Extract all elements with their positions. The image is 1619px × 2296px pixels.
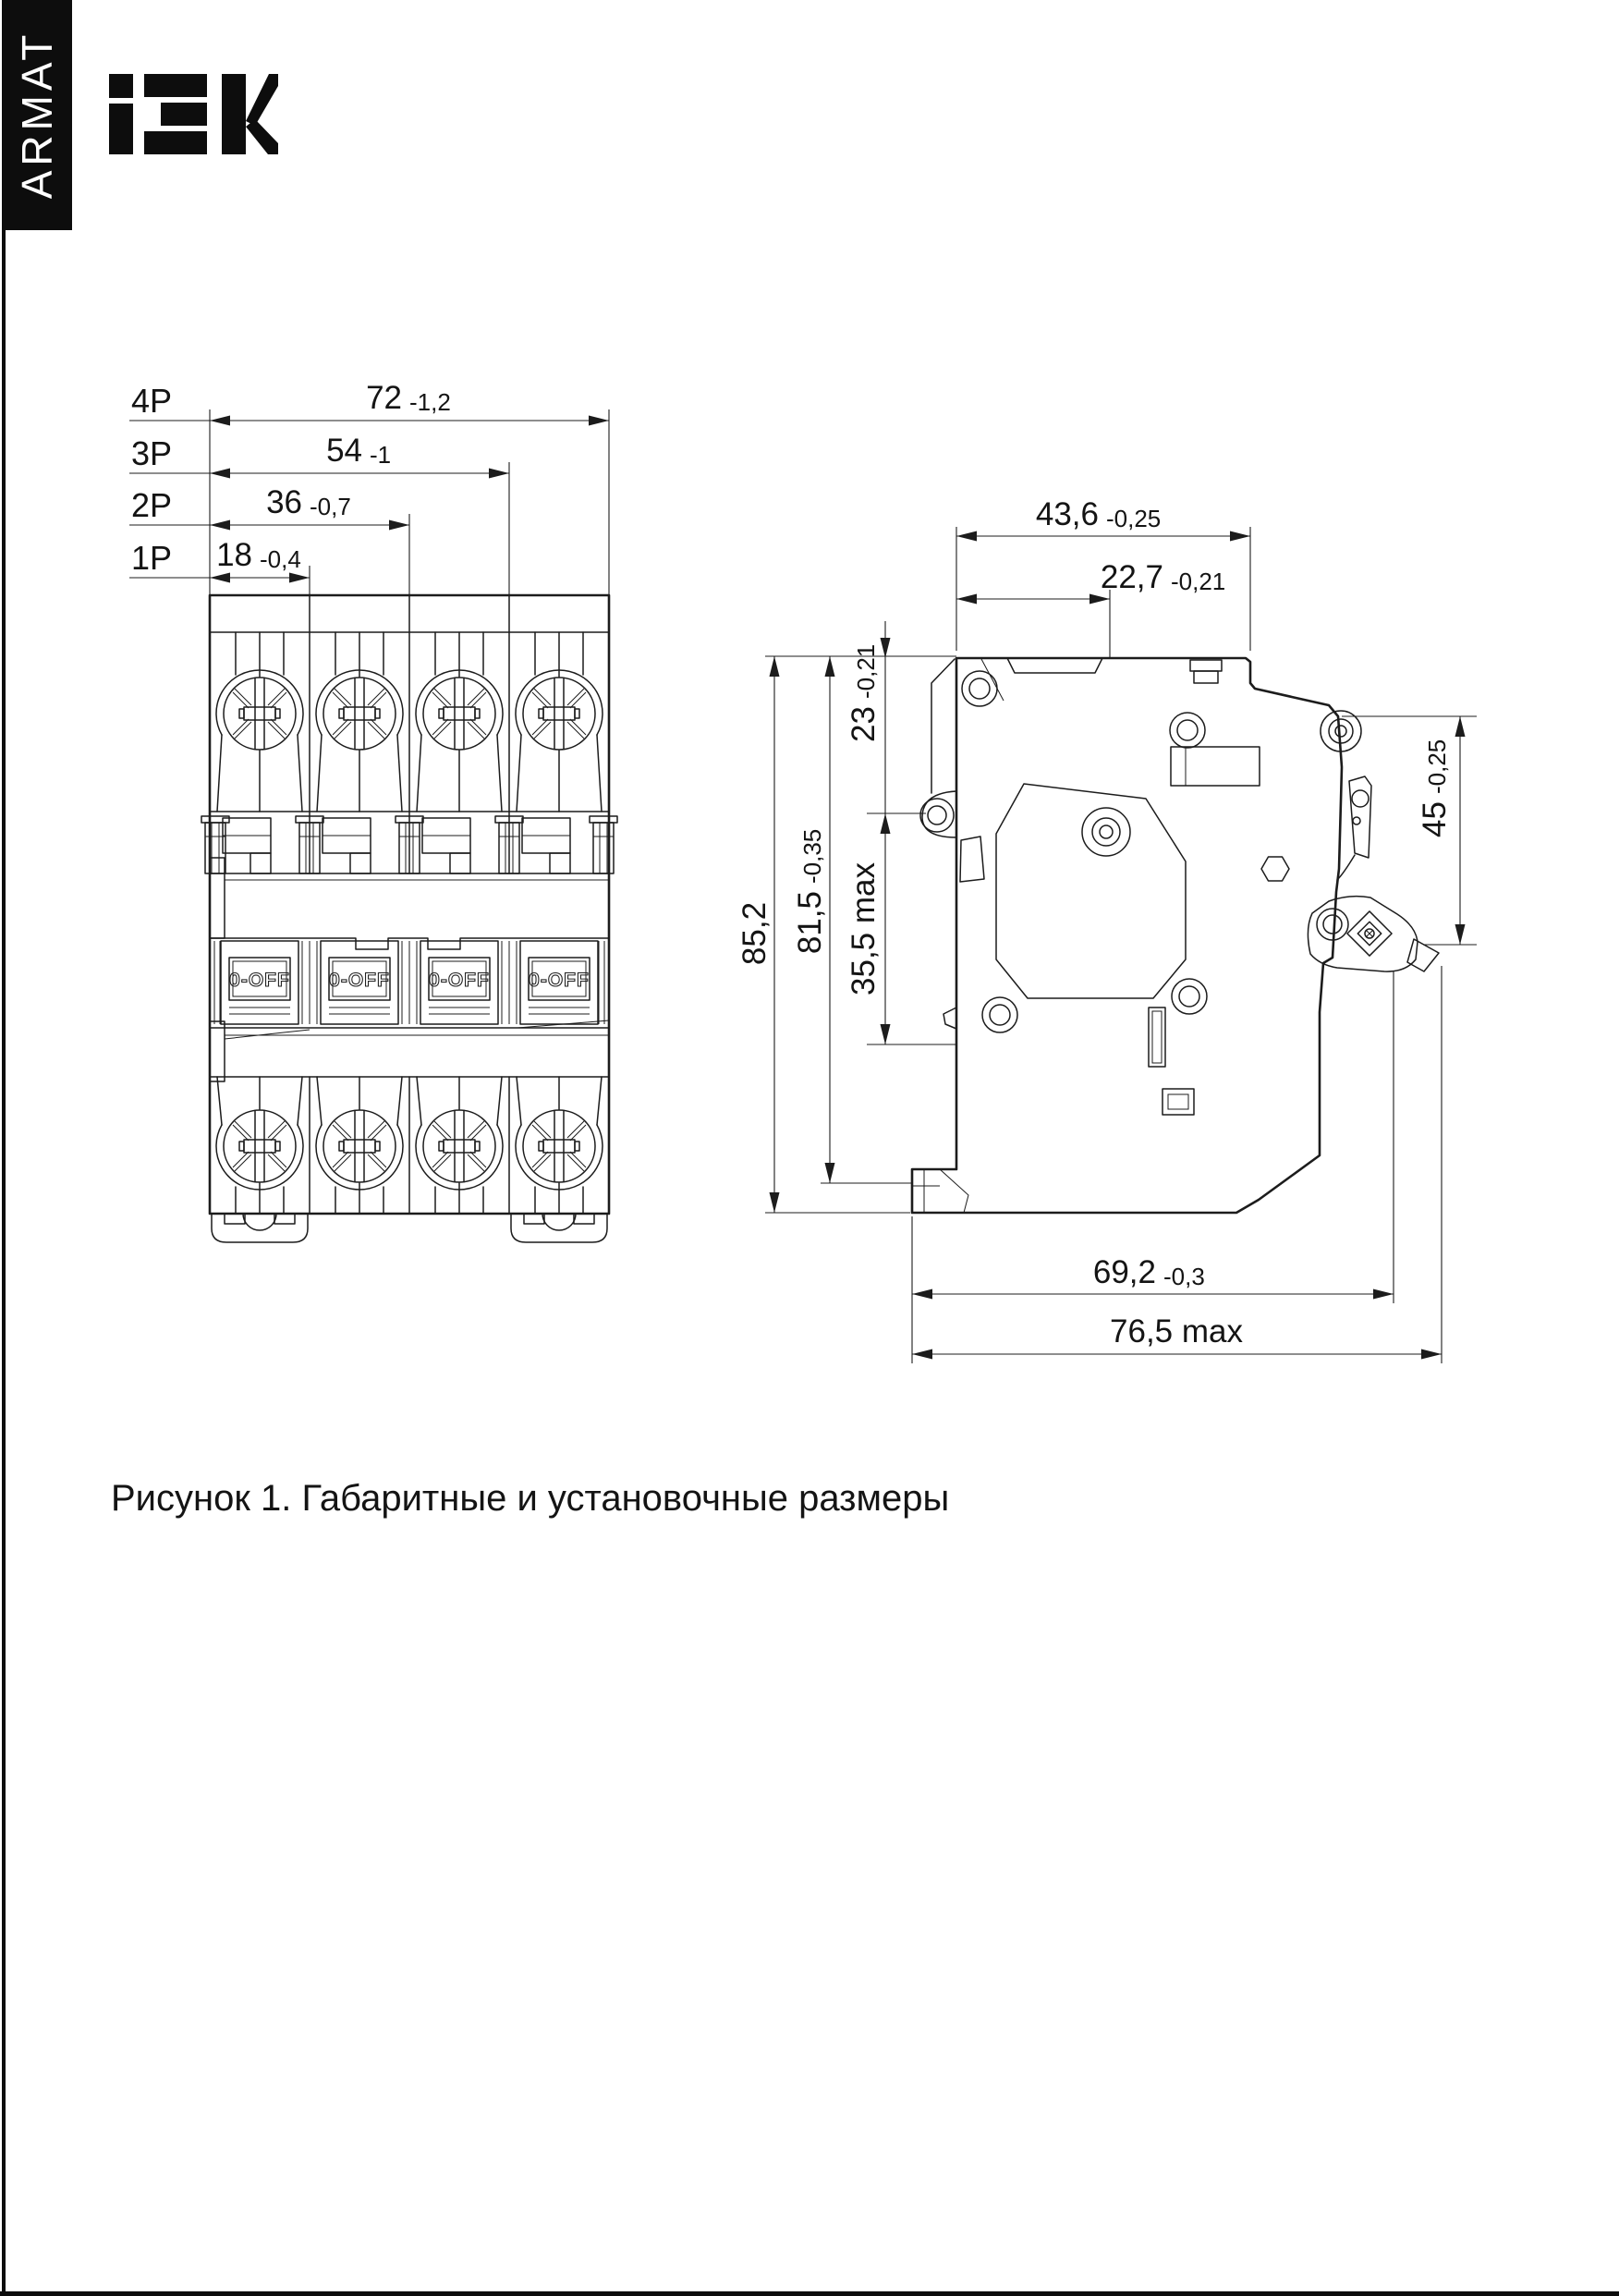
dim-front-to-latch: [846, 621, 956, 1044]
dim-value: 23: [846, 706, 882, 742]
dim-tolerance: -1,2: [409, 388, 451, 416]
dim-rail-offset: [956, 559, 1225, 658]
dim-din-rail: [1342, 716, 1477, 945]
dim-2p: [129, 484, 409, 531]
dim-value: 18: [216, 537, 252, 573]
dim-value: 85,2: [736, 901, 773, 966]
page-bottom-border: [0, 2291, 1619, 2296]
dim-1p: [129, 537, 310, 583]
handle-label: 0-OFF: [529, 970, 590, 991]
front-dimensions: [129, 380, 609, 595]
dim-4p: [129, 380, 609, 426]
dim-tolerance: -0,35: [798, 828, 826, 884]
pole-count-label: 3P: [131, 434, 173, 472]
dim-tolerance: -0,21: [1171, 568, 1226, 595]
screw-boss: [962, 671, 1361, 1032]
dim-value: 36: [266, 484, 302, 520]
dim-tolerance: -0,4: [260, 545, 301, 573]
dim-value: 45: [1417, 801, 1453, 837]
dim-tolerance: -1: [370, 441, 392, 469]
dim-value: 81,5: [792, 891, 828, 955]
dim-tolerance: -0,21: [852, 643, 880, 699]
handle-row: [214, 941, 604, 1024]
series-label: ARMAT: [13, 30, 61, 200]
handle-label: 0-OFF: [429, 970, 490, 991]
handle-label: 0-OFF: [229, 970, 290, 991]
toggle-handle: [221, 941, 298, 1024]
page-left-border: [2, 0, 6, 2296]
dim-value: 69,2: [1092, 1254, 1156, 1290]
brand-tab: [3, 0, 72, 230]
dim-value: 35,5 max: [846, 862, 882, 995]
dim-tolerance: -0,3: [1163, 1263, 1205, 1290]
dim-tolerance: -0,25: [1106, 505, 1162, 532]
side-view: [912, 658, 1439, 1213]
dim-value: 76,5 max: [1110, 1313, 1243, 1350]
pole-count-label: 4P: [131, 382, 173, 420]
pole-count-label: 1P: [131, 539, 173, 577]
handle-label: 0-OFF: [329, 970, 390, 991]
side-dimensions: [736, 496, 1477, 1363]
dim-value: 43,6: [1035, 496, 1099, 532]
pole-count-label: 2P: [131, 486, 173, 524]
iek-logo: [109, 74, 278, 154]
dim-value: 72: [366, 380, 402, 416]
dim-max-depth: [912, 966, 1442, 1363]
dim-value: 22,7: [1100, 559, 1163, 595]
dim-tolerance: -0,25: [1423, 739, 1451, 794]
toggle-handle: [420, 941, 498, 1024]
front-view: [201, 595, 617, 1242]
dim-3p: [129, 433, 509, 479]
dim-tolerance: -0,7: [310, 493, 351, 520]
toggle-handle: [520, 941, 598, 1024]
toggle-handle: [321, 941, 398, 1024]
dim-value: 54: [326, 433, 362, 469]
figure-caption: Рисунок 1. Габаритные и установочные размеры: [111, 1478, 950, 1519]
